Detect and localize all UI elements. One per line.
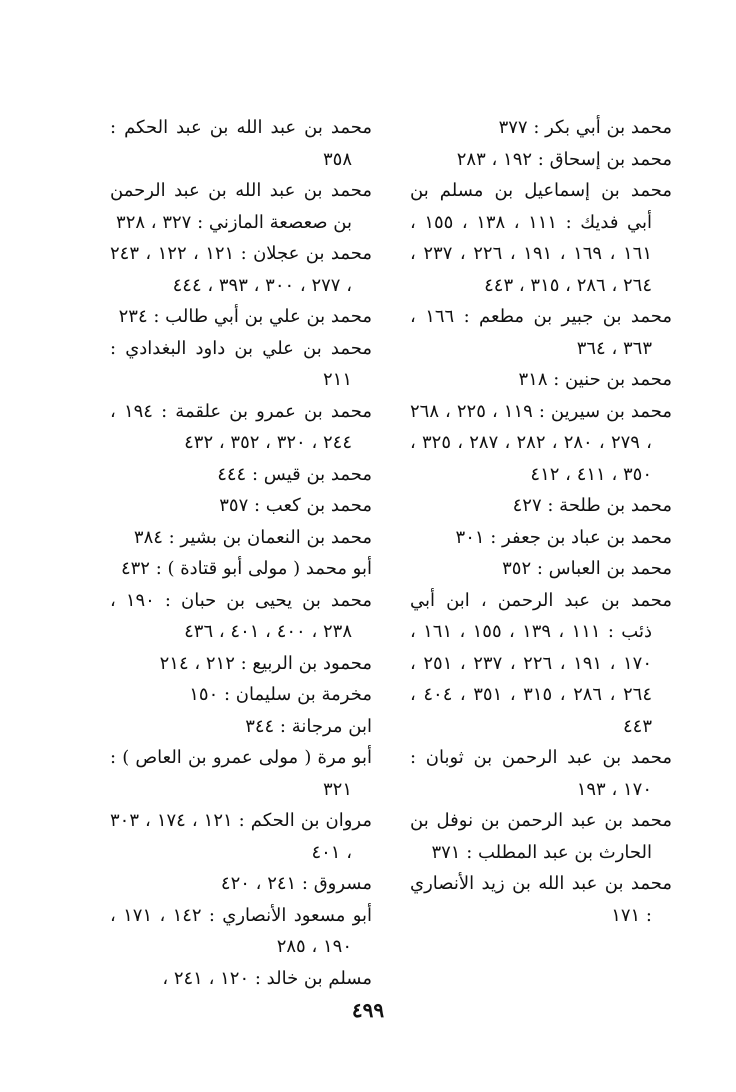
entry-text: محمد بن قيس : ٤٤٤ (217, 463, 372, 485)
index-entry (410, 175, 672, 301)
entry-text: ابن مرجانة : ٣٤٤ (245, 715, 372, 737)
index-entry (110, 742, 372, 805)
entry-text: أبو مرة ( مولى عمرو بن العاص ) : ٣٢١ (110, 747, 372, 800)
entry-text: مروان بن الحكم : ١٢١ ، ١٧٤ ، ٣٠٣ ، ٤٠١ (110, 810, 372, 863)
index-entry (110, 522, 372, 554)
index-entry (110, 301, 372, 333)
entry-text: محمد بن كعب : ٣٥٧ (219, 495, 372, 516)
index-entry (110, 238, 372, 301)
entry-text: محمد بن حنين : ٣١٨ (518, 369, 672, 390)
entry-text: محمد بن العباس : ٣٥٢ (502, 558, 672, 579)
index-entry (110, 900, 372, 963)
index-entry (110, 396, 372, 459)
entry-text: محمد بن عباد بن جعفر : ٣٠١ (455, 526, 672, 548)
index-entry (410, 144, 672, 176)
index-entry (110, 553, 372, 585)
entry-text: محمد بن إسحاق : ١٩٢ ، ٢٨٣ (456, 148, 672, 170)
index-entry (110, 963, 372, 995)
index-entry (110, 679, 372, 711)
entry-text: مسروق : ٢٤١ ، ٤٢٠ (220, 873, 372, 894)
page-number: ٤٩٩ (351, 998, 385, 1022)
index-entry (110, 585, 372, 648)
index-entry (110, 711, 372, 743)
entry-text: محمد بن عجلان : ١٢١ ، ١٢٢ ، ٢٤٣ ، ٢٧٧ ، ٣٠٠ ، ٣٩٣ ، ٤٤٤ (110, 243, 372, 296)
index-entry (110, 333, 372, 396)
index-entry (110, 112, 372, 175)
index-entry (410, 490, 672, 522)
entry-text: أبو مسعود الأنصاري : ١٤٢ ، ١٧١ ، ١٩٠ ، ٢٨٥ (110, 904, 373, 957)
index-entry (110, 490, 372, 522)
index-entry (110, 648, 372, 680)
entry-text: محمد بن جبير بن مطعم : ١٦٦ ، ٣٦٣ ، ٣٦٤ (410, 306, 672, 359)
index-entry (410, 553, 672, 585)
index-entry (410, 805, 672, 868)
index-entry (110, 175, 372, 238)
entry-text: محمد بن النعمان بن بشير : ٣٨٤ (133, 526, 372, 548)
entry-text: محمد بن عبد الله بن عبد الرحمن بن صعصعة المازني : ٣٢٧ ، ٣٢٨ (110, 180, 372, 233)
entry-text: محمد بن عمرو بن علقمة : ١٩٤ ، ٢٤٤ ، ٣٢٠ ، ٣٥٢ ، ٤٣٢ (110, 400, 372, 453)
entry-text: محمد بن علي بن داود البغدادي : ٢١١ (110, 337, 372, 390)
entry-text: محمد بن عبد الرحمن بن ثوبان : ١٧٠ ، ١٩٣ (410, 747, 672, 800)
index-entry (110, 805, 372, 868)
index-entry (410, 868, 672, 931)
index-entry (410, 301, 672, 364)
entry-text: محمد بن أبي بكر : ٣٧٧ (498, 117, 672, 138)
entry-text: أبو محمد ( مولى أبو قتادة ) : ٤٣٢ (120, 558, 372, 579)
index-entry (410, 742, 672, 805)
entry-text: مسلم بن خالد : ١٢٠ ، ٢٤١ ، (162, 967, 372, 989)
index-entry (410, 112, 672, 144)
entry-text: محمد بن سيرين : ١١٩ ، ٢٢٥ ، ٢٦٨ ، ٢٧٩ ، ٢٨٠ ، ٢٨٢ ، ٢٨٧ ، ٣٢٥ ، ٣٥٠ ، ٤١١ ، ٤١٢ (410, 400, 672, 485)
entry-text: محمد بن عبد الله بن زيد الأنصاري : ١٧١ (410, 873, 672, 926)
entry-text: محمد بن عبد الرحمن ، ابن أبي ذئب : ١١١ ، ١٣٩ ، ١٥٥ ، ١٦١ ، ١٧٠ ، ١٩١ ، ٢٢٦ ، ٢٣٧ ، ٢٥١ ، ٢٦٤ ، ٢٨٦ ، ٣١٥ ، ٣٥١ ، ٤٠٤ ، ٤٤٣ (410, 589, 672, 737)
index-entry (110, 868, 372, 900)
index-entry (410, 396, 672, 491)
entry-text: محمد بن يحيى بن حبان : ١٩٠ ، ٢٣٨ ، ٤٠٠ ، ٤٠١ ، ٤٣٦ (110, 589, 372, 642)
index-entry (410, 522, 672, 554)
entry-text: محمد بن علي بن أبي طالب : ٢٣٤ (118, 306, 372, 327)
entry-text: محمد بن إسماعيل بن مسلم بن أبي فديك : ١١١ ، ١٣٨ ، ١٥٥ ، ١٦١ ، ١٦٩ ، ١٩١ ، ٢٢٦ ، ٢٣٧ ، ٢٦٤ ، ٢٨٦ ، ٣١٥ ، ٤٤٣ (410, 180, 672, 296)
entry-text: محمد بن طلحة : ٤٢٧ (512, 495, 672, 516)
index-entry (110, 459, 372, 491)
entry-text: مخرمة بن سليمان : ١٥٠ (189, 684, 372, 705)
index-column-right (410, 112, 672, 931)
index-column-left (110, 112, 372, 994)
index-entry (410, 585, 672, 743)
index-entry (410, 364, 672, 396)
entry-text: محمود بن الربيع : ٢١٢ ، ٢١٤ (159, 652, 372, 674)
entry-text: محمد بن عبد الرحمن بن نوفل بن الحارث بن عبد المطلب : ٣٧١ (410, 810, 672, 863)
entry-text: محمد بن عبد الله بن عبد الحكم : ٣٥٨ (110, 117, 372, 170)
